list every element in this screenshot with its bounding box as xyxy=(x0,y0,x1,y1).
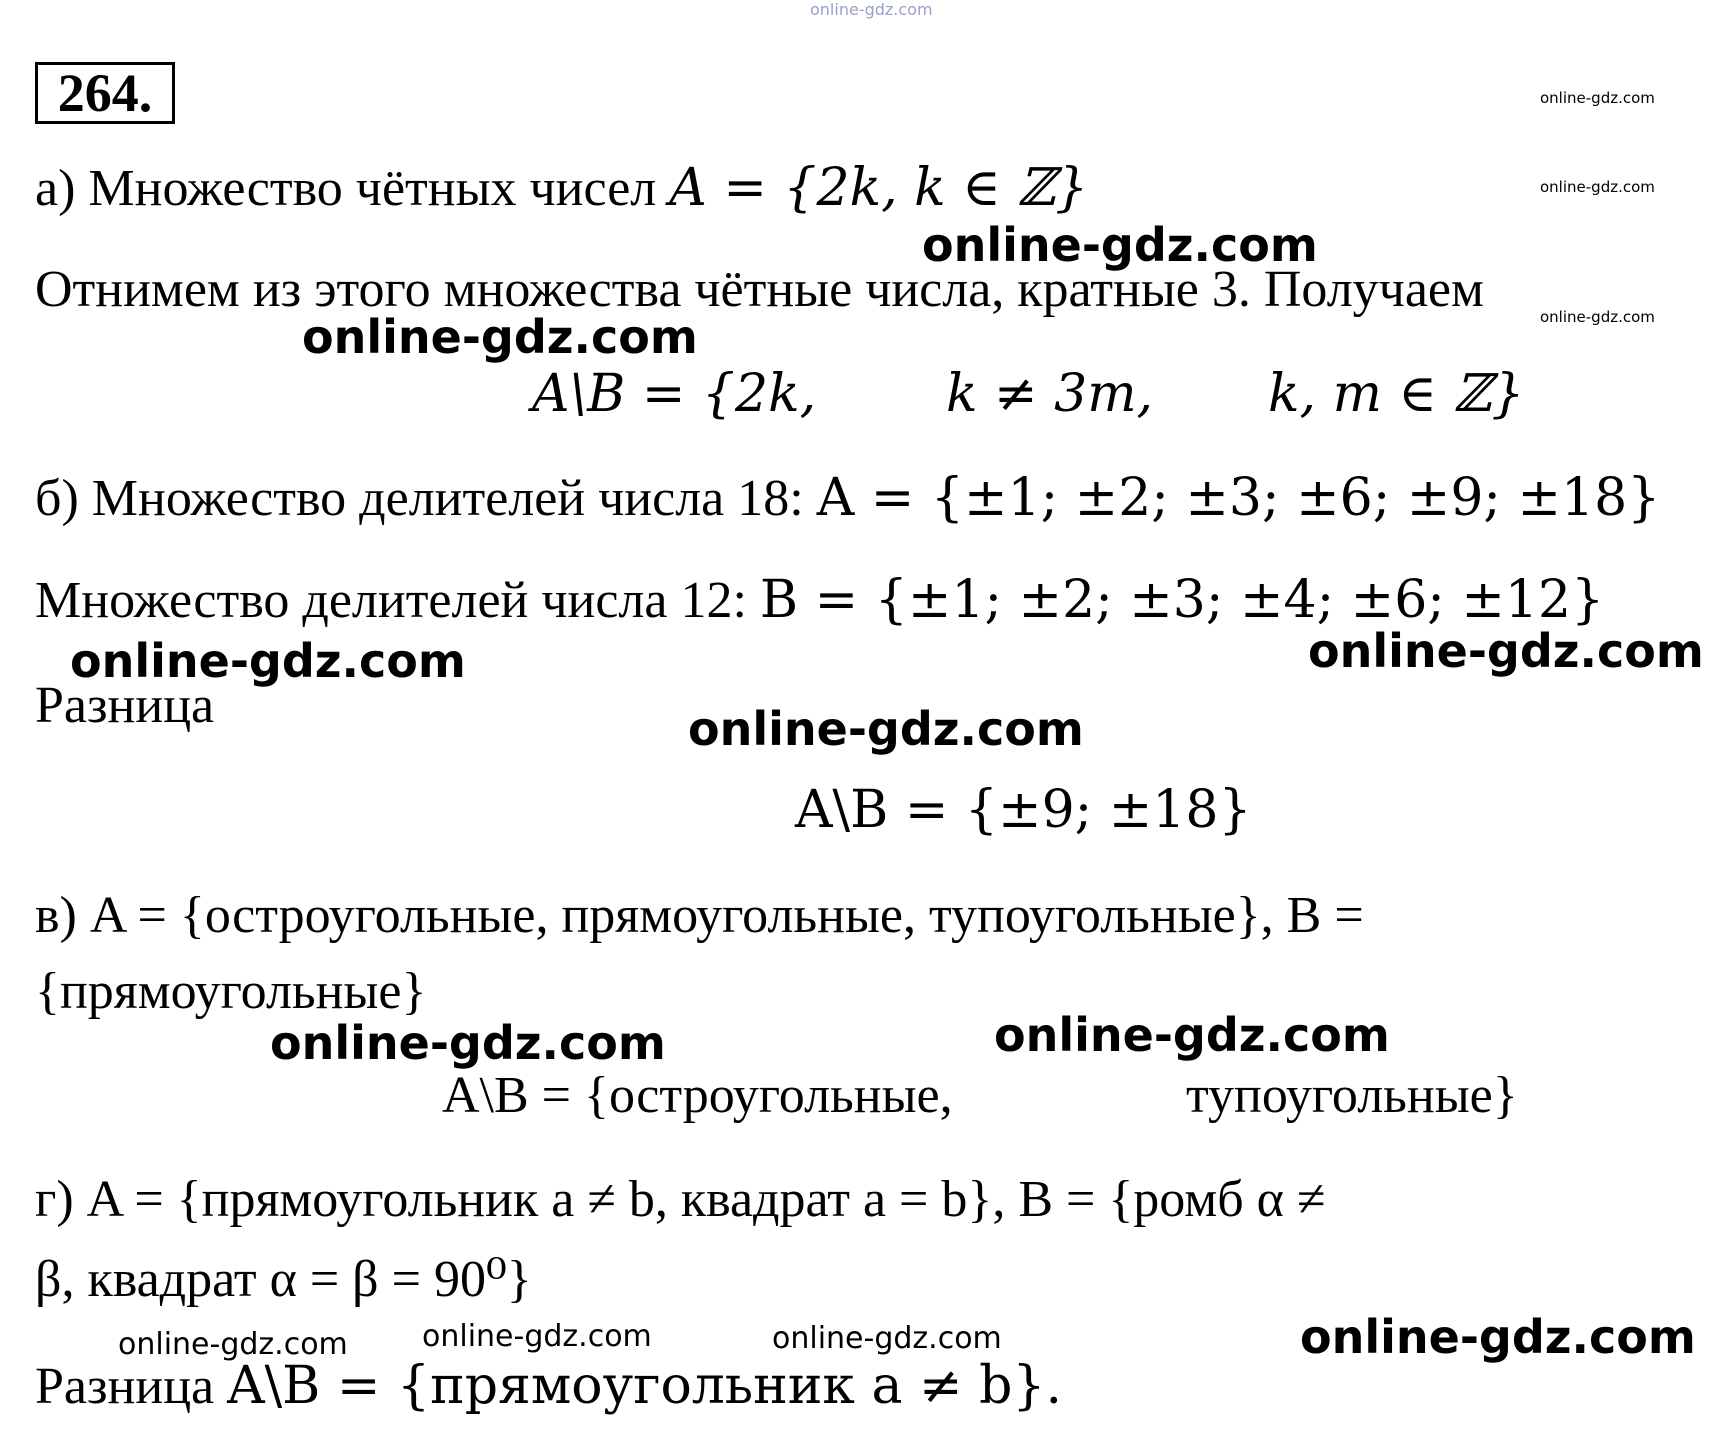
watermark: online-gdz.com xyxy=(688,702,1084,756)
part-b-line2: Множество делителей числа 12: B = {±1; ±2; ±3; ±4; ±6; ±12} xyxy=(35,570,1605,630)
part-c-result-1: A\B = {остроугольные, xyxy=(442,1067,953,1124)
part-a-result-3: k, m ∈ ℤ} xyxy=(1268,364,1525,424)
watermark: online-gdz.com xyxy=(1540,178,1655,196)
part-a-line2: Отнимем из этого множества чётные числа, кратные 3. Получаем xyxy=(35,261,1484,318)
watermark: online-gdz.com xyxy=(1308,624,1704,678)
watermark: online-gdz.com xyxy=(70,634,466,688)
problem-number: 264. xyxy=(35,62,175,124)
watermark: online-gdz.com xyxy=(1540,308,1655,326)
watermark: online-gdz.com xyxy=(772,1321,1002,1356)
part-c-line1: в) A = {остроугольные, прямоугольные, тупоугольные}, B = xyxy=(35,887,1364,944)
watermark: online-gdz.com xyxy=(810,0,933,19)
part-a-line1: а) Множество чётных чисел A = {2k, k ∈ ℤ} xyxy=(35,158,1089,218)
part-b-line1: б) Множество делителей числа 18: A = {±1; ±2; ±3; ±6; ±9; ±18} xyxy=(35,468,1661,528)
watermark: online-gdz.com xyxy=(1300,1310,1696,1364)
part-d-line1: г) A = {прямоугольник a ≠ b, квадрат a = b}, B = {ромб α ≠ xyxy=(35,1171,1326,1228)
part-c-result-2: тупоугольные} xyxy=(1186,1067,1518,1124)
part-d-line2: β, квадрат α = β = 90⁰} xyxy=(35,1251,532,1308)
watermark: online-gdz.com xyxy=(422,1319,652,1354)
watermark: online-gdz.com xyxy=(302,310,698,364)
watermark: online-gdz.com xyxy=(1540,89,1655,107)
watermark: online-gdz.com xyxy=(118,1327,348,1362)
watermark: online-gdz.com xyxy=(270,1016,666,1070)
part-b-result: A\B = {±9; ±18} xyxy=(795,780,1252,840)
part-d-result: Разница A\B = {прямоугольник a ≠ b}. xyxy=(35,1356,1062,1416)
part-b-diff-label: Разница xyxy=(35,677,215,734)
part-a-result-2: k ≠ 3m, xyxy=(946,364,1154,424)
watermark: online-gdz.com xyxy=(922,218,1318,272)
part-a-result-1: A\B = {2k, xyxy=(532,364,817,424)
watermark: online-gdz.com xyxy=(994,1008,1390,1062)
part-c-line2: {прямоугольные} xyxy=(35,963,427,1020)
